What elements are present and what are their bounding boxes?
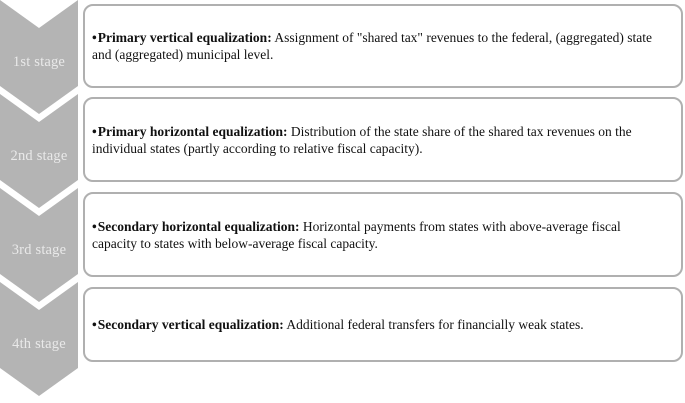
stage-4-text xyxy=(92,316,584,333)
stage-4-description: Additional federal transfers for financially weak states. xyxy=(286,317,584,332)
stage-2-label: 2nd stage xyxy=(10,148,68,164)
stage-1-text xyxy=(92,29,665,63)
bullet-icon: • xyxy=(92,317,97,332)
bullet-icon: • xyxy=(92,30,97,45)
stage-4-title: Secondary vertical equalization: xyxy=(97,317,284,332)
stage-1-box xyxy=(83,4,683,88)
stage-3-title: Secondary horizontal equalization: xyxy=(97,218,300,234)
stage-4-box xyxy=(83,287,683,362)
stage-1-title: Primary vertical equalization: xyxy=(97,30,272,45)
bullet-icon: • xyxy=(92,218,97,234)
stage-3-label: 3rd stage xyxy=(11,242,67,258)
stage-1-label: 1st stage xyxy=(12,54,66,70)
stage-3-text xyxy=(92,218,665,252)
stage-3-box xyxy=(83,192,683,277)
stage-2-text xyxy=(92,123,665,157)
bullet-icon: • xyxy=(92,123,97,139)
stage-2-box xyxy=(83,97,683,182)
stage-3-description: Horizontal payments from states with above-average fiscal capacity to states with below-average fiscal capacity. xyxy=(92,218,621,251)
stage-1-description: Assignment of "shared tax" revenues to the federal, (aggregated) state and (aggregated) municipal level. xyxy=(92,30,652,62)
stage-2-description: Distribution of the state share of the shared tax revenues on the individual states (partly according to relative fiscal capacity). xyxy=(92,123,632,156)
stage-4-label: 4th stage xyxy=(12,336,66,352)
stage-2-title: Primary horizontal equalization: xyxy=(97,123,288,139)
